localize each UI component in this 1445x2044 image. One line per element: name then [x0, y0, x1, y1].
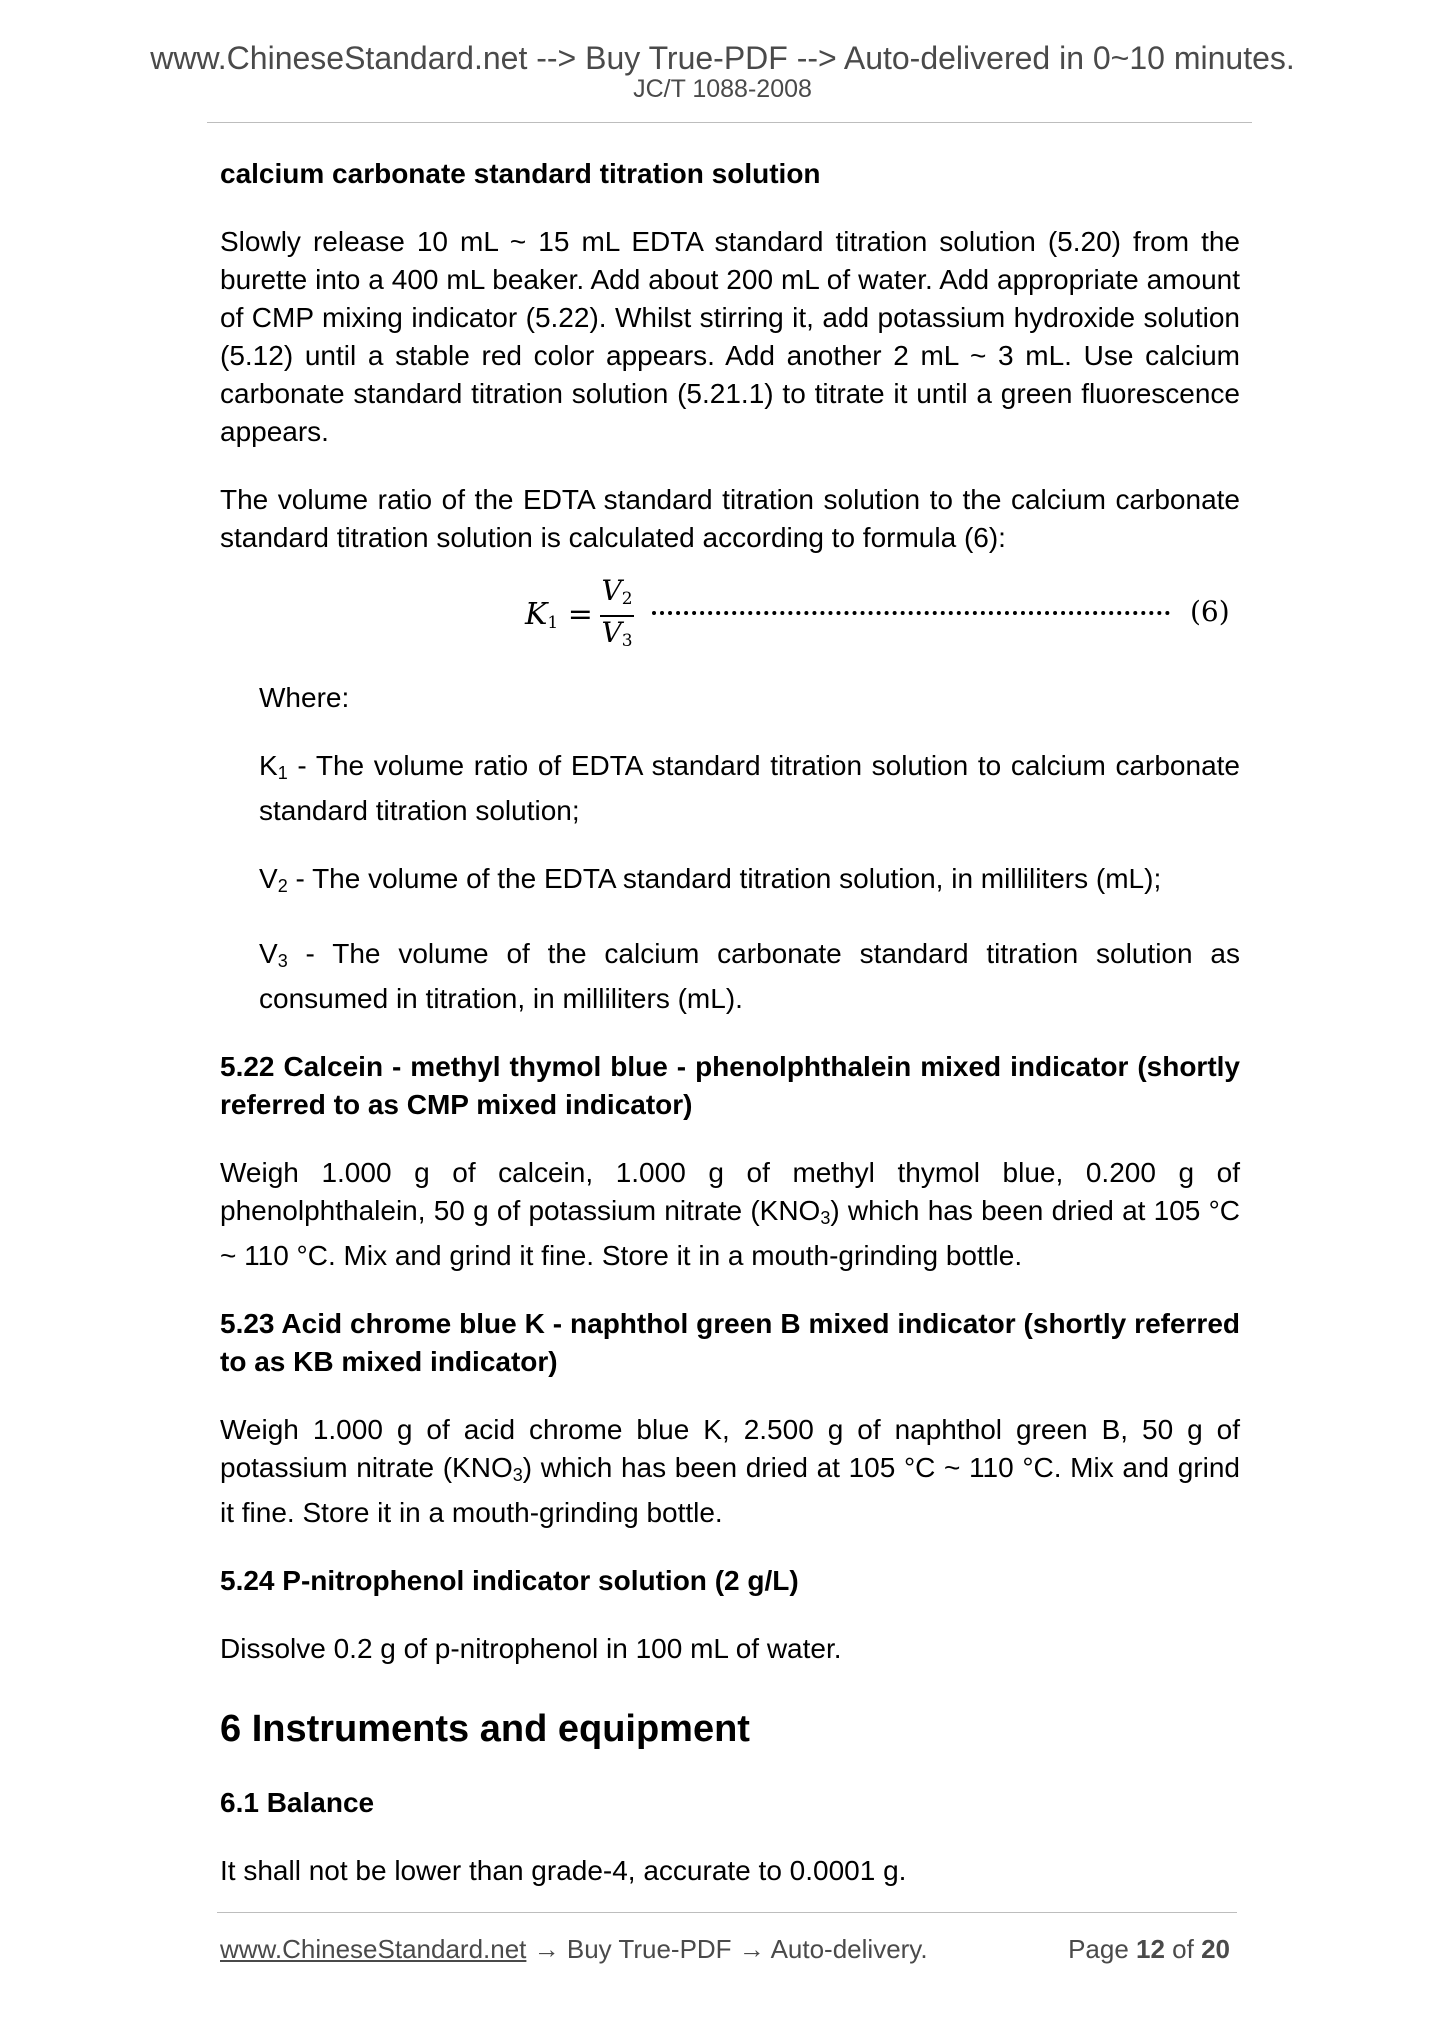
section-5-22-heading: 5.22 Calcein - methyl thymol blue - phenolphthalein mixed indicator (shortly referred to as CMP mixed indicator)	[220, 1051, 1240, 1120]
definition-v3: $V_3$ - The volume of the calcium carbonate standard titration solution as consumed in titration, in milliliters (mL).	[259, 938, 1240, 1014]
formula-leader-dots	[652, 601, 1170, 615]
section-subheading: calcium carbonate standard titration solution	[220, 158, 821, 189]
page-number: Page 12 of 20	[1068, 1934, 1230, 1964]
section-5-24-heading: 5.24 P-nitrophenol indicator solution (2 g/L)	[220, 1565, 799, 1596]
section-5-24-text: Dissolve 0.2 g of p-nitrophenol in 100 mL of water.	[220, 1633, 842, 1664]
page-content	[220, 155, 1240, 1890]
procedure-paragraph: Slowly release 10 mL ~ 15 mL EDTA standard titration solution (5.20) from the burette into a 400 mL beaker. Add about 200 mL of water. Add appropriate amount of CMP mixing indicator (5.22). Whilst stirring it, add potassium hydroxide solution (5.12) until a stable red color appears. Add another 2 mL ~ 3 mL. Use calcium carbonate standard titration solution (5.21.1) to titrate it until a green fluorescence appears.	[220, 226, 1240, 447]
formula-lhs: $K_1$ =	[525, 597, 593, 633]
page-footer	[220, 1932, 1230, 1966]
section-5-22-text: Weigh 1.000 g of calcein, 1.000 g of methyl thymol blue, 0.200 g of phenolphthalein, 50 g of potassium nitrate $(KNO_3)$ which has been dried at 105 °C ~ 110 °C. Mix and grind it fine. Store it in a mouth-grinding bottle.	[220, 1157, 1240, 1271]
formula-intro-paragraph: The volume ratio of the EDTA standard titration solution to the calcium carbonate standard titration solution is calculated according to formula (6):	[220, 484, 1240, 553]
footer-divider	[217, 1912, 1237, 1913]
definition-k1: $K_1$ - The volume ratio of EDTA standard titration solution to calcium carbonate standard titration solution;	[259, 750, 1240, 826]
where-label: Where:	[259, 682, 350, 713]
definition-v2: $V_2$ - The volume of the EDTA standard titration solution, in milliliters (mL);	[259, 863, 1162, 896]
standard-code: JC/T 1088-2008	[633, 75, 812, 103]
section-6-1-heading: 6.1 Balance	[220, 1787, 375, 1818]
chapter-6-heading: 6 Instruments and equipment	[220, 1708, 750, 1750]
formula-fraction: $\frac{V_2}{V_3}$	[601, 574, 633, 651]
formula-6	[220, 557, 1240, 667]
section-6-1-text: It shall not be lower than grade-4, accurate to 0.0001 g.	[220, 1855, 907, 1886]
section-5-23-text: Weigh 1.000 g of acid chrome blue K, 2.500 g of naphthol green B, 50 g of potassium nitrate $(KNO_3)$ which has been dried at 105 °C ~ 110 °C. Mix and grind it fine. Store it in a mouth-grinding bottle.	[220, 1414, 1240, 1528]
section-5-23-heading: 5.23 Acid chrome blue K - naphthol green B mixed indicator (shortly referred to as KB mixed indicator)	[220, 1308, 1240, 1377]
footer-link[interactable]: www.ChineseStandard.net	[220, 1934, 527, 1964]
header-banner: www.ChineseStandard.net --> Buy True-PDF --> Auto-delivered in 0~10 minutes.	[150, 40, 1295, 76]
header-divider	[207, 122, 1252, 123]
formula-number: (6)	[1190, 595, 1230, 628]
footer-link-rest: → Buy True-PDF → Auto-delivery.	[526, 1934, 928, 1964]
